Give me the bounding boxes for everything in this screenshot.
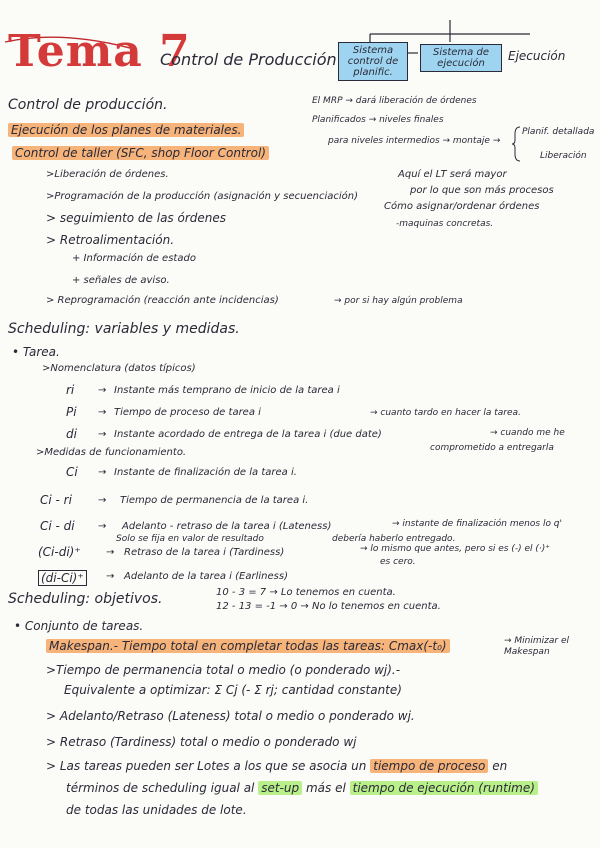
note-pi: → cuanto tardo en hacer la tarea.: [370, 408, 521, 418]
brace-item-release: Liberación: [540, 151, 587, 161]
objective-lateness: > Adelanto/Retraso (Lateness) total o medio o ponderado wj.: [46, 709, 415, 723]
note-mrp: El MRP → dará liberación de órdenes: [312, 96, 477, 106]
symbol-ri: ri: [66, 383, 75, 397]
note-levels: para niveles intermedios → montaje →: [328, 136, 501, 146]
arrow-pi: →: [98, 407, 107, 418]
arrow-ci-di: →: [98, 521, 107, 532]
sub-feedback: > Retroalimentación.: [46, 233, 175, 247]
objective-lots-line3: de todas las unidades de lote.: [66, 803, 247, 817]
note-result-only: Solo se fija en valor de resultado: [116, 534, 264, 544]
symbol-ci: Ci: [66, 465, 78, 479]
page-title: Tema 7: [8, 26, 191, 77]
sub-production-scheduling: >Programación de la producción (asignación y secuenciación): [46, 191, 359, 202]
note-should-deliver: debería haberlo entregado.: [332, 534, 456, 544]
measures-heading: >Medidas de funcionamiento.: [36, 447, 187, 458]
note-di-2: comprometido a entregarla: [430, 443, 554, 453]
sub-status-info: + Información de estado: [72, 253, 196, 264]
note-problem: → por si hay algún problema: [334, 296, 463, 306]
shop-floor-highlight: Control de taller (SFC, shop Floor Control): [12, 146, 269, 160]
note-more-processes: por lo que son más procesos: [410, 185, 554, 196]
item-material-plans: [8, 124, 244, 136]
lots-text-c: en: [492, 759, 508, 773]
note-assign-orders: Cómo asignar/ordenar órdenes: [384, 201, 540, 212]
objective-flow-time: >Tiempo de permanencia total o medio (o ponderado wj).-: [46, 663, 401, 677]
section-heading-variables: Scheduling: variables y medidas.: [8, 321, 240, 337]
brace-item-detailed: Planif. detallada: [522, 127, 595, 137]
sub-order-tracking: > seguimiento de las órdenes: [46, 211, 227, 225]
note-machines: -maquinas concretas.: [396, 219, 494, 229]
symbol-pi: Pi: [66, 405, 77, 419]
objective-flow-time-equiv: Equivalente a optimizar: Σ Cj (- Σ rj; cantidad constante): [64, 683, 402, 697]
section-heading-objectives: Scheduling: objetivos.: [8, 591, 163, 607]
note-lt-longer: Aquí el LT será mayor: [398, 169, 507, 180]
note-planned: Planificados → niveles finales: [312, 115, 444, 125]
lots-setup: set-up: [258, 781, 302, 795]
example-negative: 12 - 13 = -1 → 0 → No lo tenemos en cuenta.: [216, 601, 441, 612]
page-subtitle: Control de Producción: [160, 50, 337, 69]
objective-lots-line1: [46, 760, 507, 772]
objective-tardiness: > Retraso (Tardiness) total o medio o ponderado wj: [46, 735, 357, 749]
def-pi: Tiempo de proceso de tarea i: [114, 407, 261, 418]
item-material-plans-text: Ejecución de los planes de materiales.: [8, 123, 244, 137]
brace-icon: [512, 126, 522, 162]
symbol-di: di: [66, 427, 77, 441]
lots-processing-time: tiempo de proceso: [370, 759, 488, 773]
example-positive: 10 - 3 = 7 → Lo tenemos en cuenta.: [216, 587, 396, 598]
planning-system-label: Sistema control de planific.: [347, 45, 399, 78]
arrow-di: →: [98, 429, 107, 440]
def-ci-ri: Tiempo de permanencia de la tarea i.: [120, 495, 309, 506]
arrow-ci-ri: →: [98, 495, 107, 506]
symbol-earliness: (di-Ci)⁺: [38, 570, 87, 586]
note-makespan: → Minimizar el Makespan: [504, 636, 569, 657]
section-heading-control: Control de producción.: [8, 97, 168, 113]
sub-warning-signals: + señales de aviso.: [72, 275, 170, 286]
lots-runtime: tiempo de ejecución (runtime): [350, 781, 538, 795]
arrow-ci: →: [98, 467, 107, 478]
symbol-tardiness: (Ci-di)⁺: [38, 545, 81, 559]
makespan-highlight: Makespan.- Tiempo total en completar todas las tareas: Cmax(-t₀): [46, 639, 450, 653]
lots-text-2c: más el: [305, 781, 346, 795]
nomenclature-heading: >Nomenclatura (datos típicos): [42, 363, 196, 374]
execution-system-label: Sistema de ejecución: [433, 47, 489, 69]
lots-text-2a: términos de scheduling igual al: [66, 781, 255, 795]
def-lateness: Adelanto - retraso de la tarea i (Lateness): [122, 521, 332, 532]
objective-lots-line2: [66, 782, 538, 794]
sub-rescheduling: > Reprogramación (reacción ante incidencias): [46, 295, 279, 306]
execution-label: Ejecución: [508, 49, 566, 63]
def-tardiness: Retraso de la tarea i (Tardiness): [124, 547, 285, 558]
lots-text-a: > Las tareas pueden ser Lotes a los que se asocia un: [46, 759, 367, 773]
arrow-ri: →: [98, 385, 107, 396]
symbol-ci-di: Ci - di: [40, 519, 75, 533]
symbol-ci-ri: Ci - ri: [40, 493, 72, 507]
arrow-earliness: →: [106, 571, 115, 582]
note-zero: es cero.: [380, 557, 416, 567]
note-tardiness: → lo mismo que antes, pero si es (-) el (·)⁺: [360, 544, 550, 554]
def-di: Instante acordado de entrega de la tarea i (due date): [114, 429, 382, 440]
def-ri: Instante más temprano de inicio de la tarea i: [114, 385, 340, 396]
task-heading: • Tarea.: [12, 345, 60, 359]
note-di: → cuando me he: [490, 428, 565, 438]
note-lateness: → instante de finalización menos lo q': [392, 519, 562, 529]
arrow-tardiness: →: [106, 547, 115, 558]
def-ci: Instante de finalización de la tarea i.: [114, 467, 297, 478]
sub-order-release: >Liberación de órdenes.: [46, 169, 169, 180]
item-shop-floor-control: [12, 147, 269, 159]
def-earliness: Adelanto de la tarea i (Earliness): [124, 571, 288, 582]
task-set-heading: • Conjunto de tareas.: [14, 619, 144, 633]
execution-system-box: [420, 44, 502, 72]
objective-makespan: [46, 640, 450, 652]
planning-system-box: [338, 42, 408, 81]
